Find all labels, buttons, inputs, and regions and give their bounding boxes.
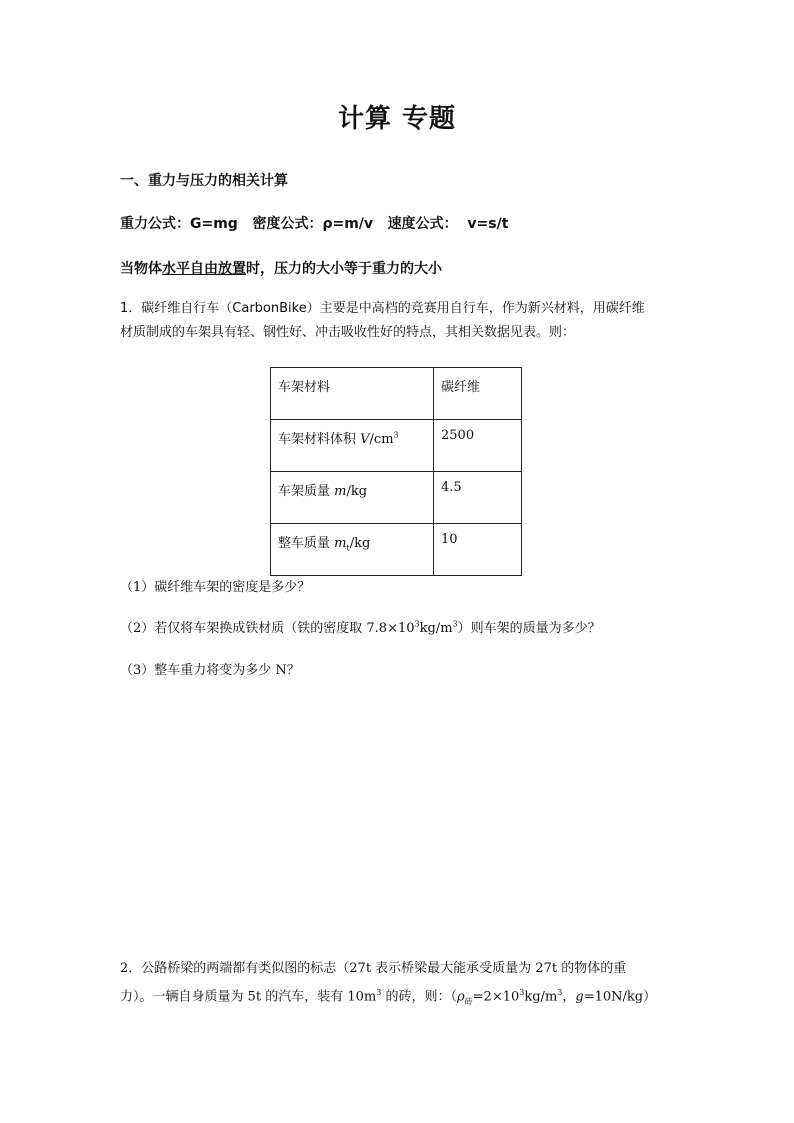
label-variable: m [334,484,347,499]
pressure-note-underlined: 水平自由放置 [162,261,246,277]
q2-text-e: ， [562,989,576,1005]
q2-rho-sub: 砖 [464,996,473,1006]
sub2-unit: kg/m [419,621,453,636]
formula-line: 重力公式：G=mg 密度公式：ρ=m/v 速度公式： v=s/t [120,216,509,232]
q2-g: g [575,989,584,1005]
page-title: 计算 专题 [337,104,457,134]
q2-sup: 3 [376,988,382,997]
table-row [271,368,522,420]
bike-data-table [270,367,522,576]
pressure-note [120,258,442,278]
table-cell-label: 车架材料 [271,368,434,420]
table-row [271,420,522,472]
q2-rho: ρ [457,989,465,1005]
table-cell-value: 4.5 [434,472,522,524]
sub2-superscript: 3 [414,619,420,629]
label-text: 整车质量 [278,536,335,551]
question-1-line-1: 1．碳纤维自行车（CarbonBike）主要是中高档的竞赛用自行车，作为新兴材料，用碳纤维 [120,301,645,316]
q2-text-f: =10N/kg） [583,989,657,1005]
question-2-text [120,957,680,1014]
q2-text-b: 的砖，则：（ [381,989,457,1005]
pressure-note-prefix: 当物体 [120,261,162,277]
question-2-line-2 [120,981,680,1014]
sub-question-1: （1）碳纤维车架的密度是多少？ [120,580,311,595]
label-variable: m [334,536,347,551]
q2-sup-2: 3 [519,988,525,997]
sub2-text-end: ）则车架的质量为多少？ [457,621,601,636]
table-cell-value: 10 [434,524,522,576]
sub-question-3: （3）整车重力将变为多少 N？ [120,663,300,678]
pressure-note-suffix: 时，压力的大小等于重力的大小 [246,261,442,277]
question-1-text [120,297,680,345]
q2-text-c: =2×10 [472,989,520,1005]
label-text: 车架质量 [278,484,335,499]
table-cell-label [271,420,434,472]
q2-sup-3: 3 [557,988,563,997]
question-1-line-2: 材质制成的车架具有轻、钢性好、冲击吸收性好的特点，其相关数据见表。则： [120,325,576,340]
q2-text-d: kg/m [524,989,558,1005]
label-unit: /kg [349,536,371,551]
table-row [271,524,522,576]
sub2-text: （2）若仅将车架换成铁材质（铁的密度取 7.8×10 [120,621,415,636]
sub-question-2 [120,617,601,636]
label-variable: V [360,432,370,447]
table-cell-value: 2500 [434,420,522,472]
table-row [271,472,522,524]
table-cell-value: 碳纤维 [434,368,522,420]
question-2-line-1: 2．公路桥梁的两端都有类似图的标志（27t 表示桥梁最大能承受质量为 27t 的物体的重 [120,961,627,976]
label-subscript: t [346,543,350,553]
label-superscript: 3 [393,430,399,440]
sub2-superscript-2: 3 [452,619,458,629]
label-unit: /kg [346,484,368,499]
label-unit: /cm [369,432,394,447]
section-heading: 一、重力与压力的相关计算 [120,173,288,189]
q2-text-a: 力）。一辆自身质量为 5t 的汽车，装有 10m [120,989,377,1005]
table-cell-label [271,472,434,524]
table-cell-label [271,524,434,576]
label-text: 车架材料体积 [278,432,361,447]
